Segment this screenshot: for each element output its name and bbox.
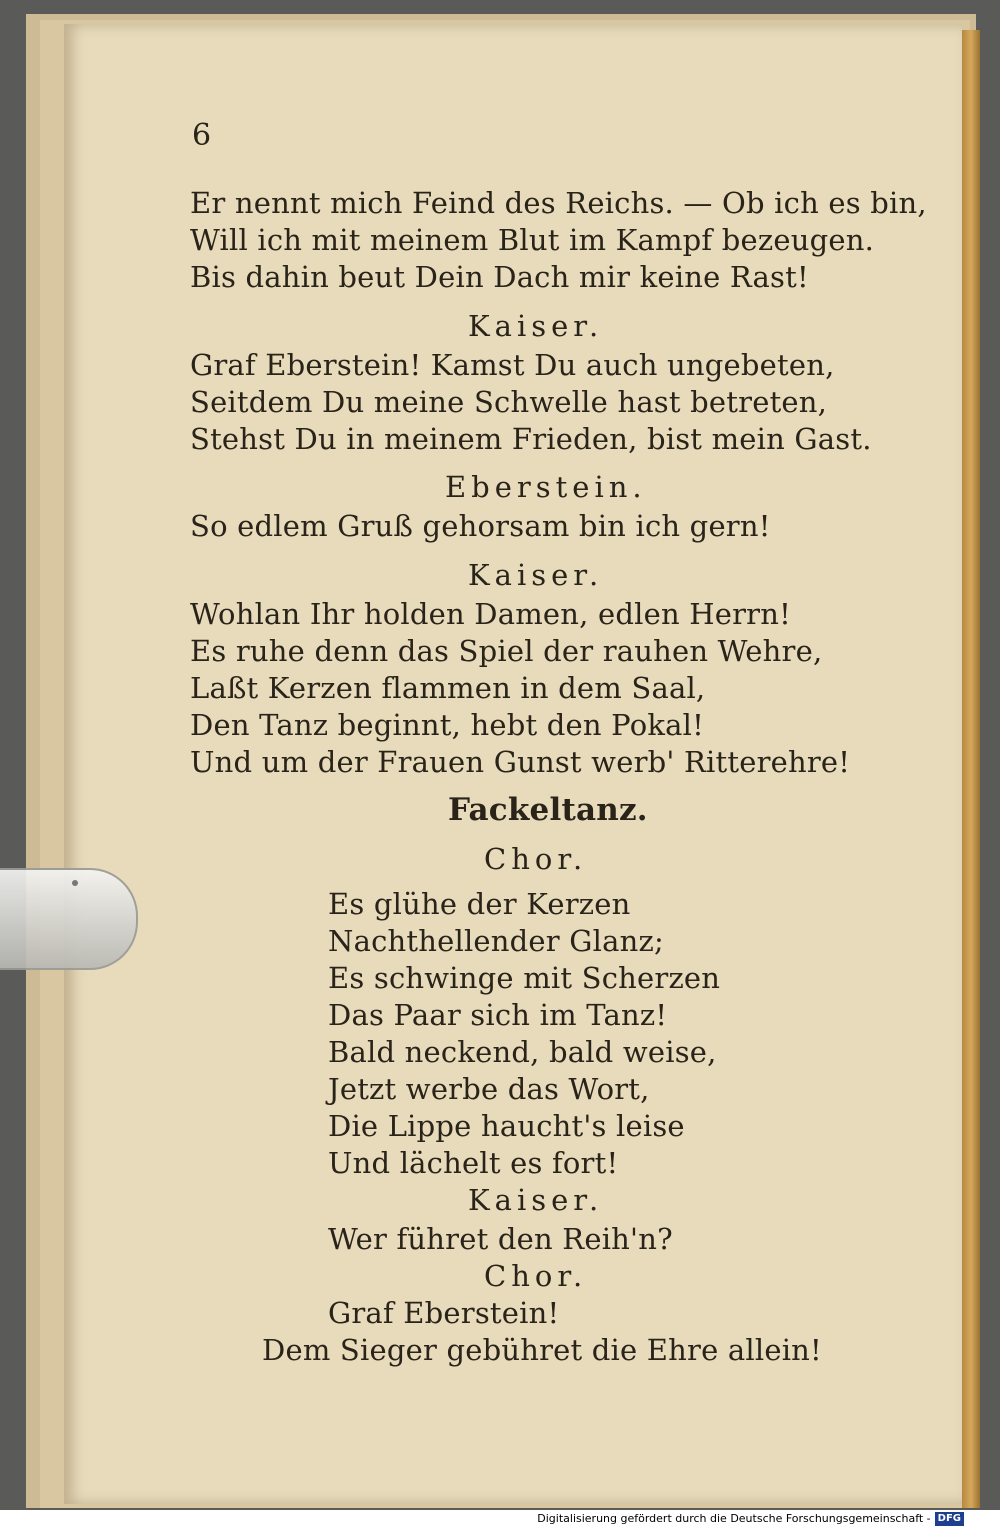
verse-line: So edlem Gruß gehorsam bin ich gern!	[190, 509, 771, 543]
verse-line: Es ruhe denn das Spiel der rauhen Wehre,	[190, 634, 823, 668]
verse-line: Er nennt mich Feind des Reichs. — Ob ich es bin,	[190, 186, 927, 220]
verse-line: Es schwinge mit Scherzen	[328, 961, 721, 995]
verse-line: Und lächelt es fort!	[328, 1146, 619, 1180]
verse-line: Das Paar sich im Tanz!	[328, 998, 668, 1032]
verse-line: Graf Eberstein! Kamst Du auch ungebeten,	[190, 348, 835, 382]
speaker-name: Kaiser.	[468, 1183, 604, 1217]
clip-dot	[72, 880, 78, 886]
verse-line: Will ich mit meinem Blut im Kampf bezeugen.	[190, 223, 875, 257]
verse-line: Dem Sieger gebühret die Ehre allein!	[262, 1333, 822, 1367]
verse-line: Bis dahin beut Dein Dach mir keine Rast!	[190, 260, 809, 294]
verse-line: Es glühe der Kerzen	[328, 887, 631, 921]
verse-line: Nachthellender Glanz;	[328, 924, 664, 958]
page-clip	[0, 868, 138, 970]
speaker-name: Kaiser.	[468, 309, 604, 343]
speaker-name: Chor.	[484, 1259, 588, 1293]
verse-line: Jetzt werbe das Wort,	[328, 1072, 650, 1106]
verse-line: Laßt Kerzen flammen in dem Saal,	[190, 671, 706, 705]
section-heading: Fackeltanz.	[448, 792, 648, 828]
page-edge-strip	[962, 30, 980, 1508]
verse-line: Den Tanz beginnt, hebt den Pokal!	[190, 708, 704, 742]
verse-line: Und um der Frauen Gunst werb' Ritterehre!	[190, 745, 851, 779]
verse-line: Graf Eberstein!	[328, 1296, 560, 1330]
funding-text: Digitalisierung gefördert durch die Deutsche Forschungsgemeinschaft -	[537, 1512, 931, 1525]
verse-line: Bald neckend, bald weise,	[328, 1035, 717, 1069]
speaker-name: Kaiser.	[468, 558, 604, 592]
speaker-name: Eberstein.	[445, 470, 647, 504]
page-number: 6	[192, 118, 212, 153]
verse-line: Die Lippe haucht's leise	[328, 1109, 685, 1143]
verse-line: Wer führet den Reih'n?	[328, 1222, 673, 1256]
dfg-logo: DFG	[935, 1512, 964, 1526]
speaker-name: Chor.	[484, 842, 588, 876]
funding-footer	[537, 1510, 964, 1528]
verse-line: Stehst Du in meinem Frieden, bist mein Gast.	[190, 422, 872, 456]
verse-line: Seitdem Du meine Schwelle hast betreten,	[190, 385, 828, 419]
verse-line: Wohlan Ihr holden Damen, edlen Herrn!	[190, 597, 791, 631]
